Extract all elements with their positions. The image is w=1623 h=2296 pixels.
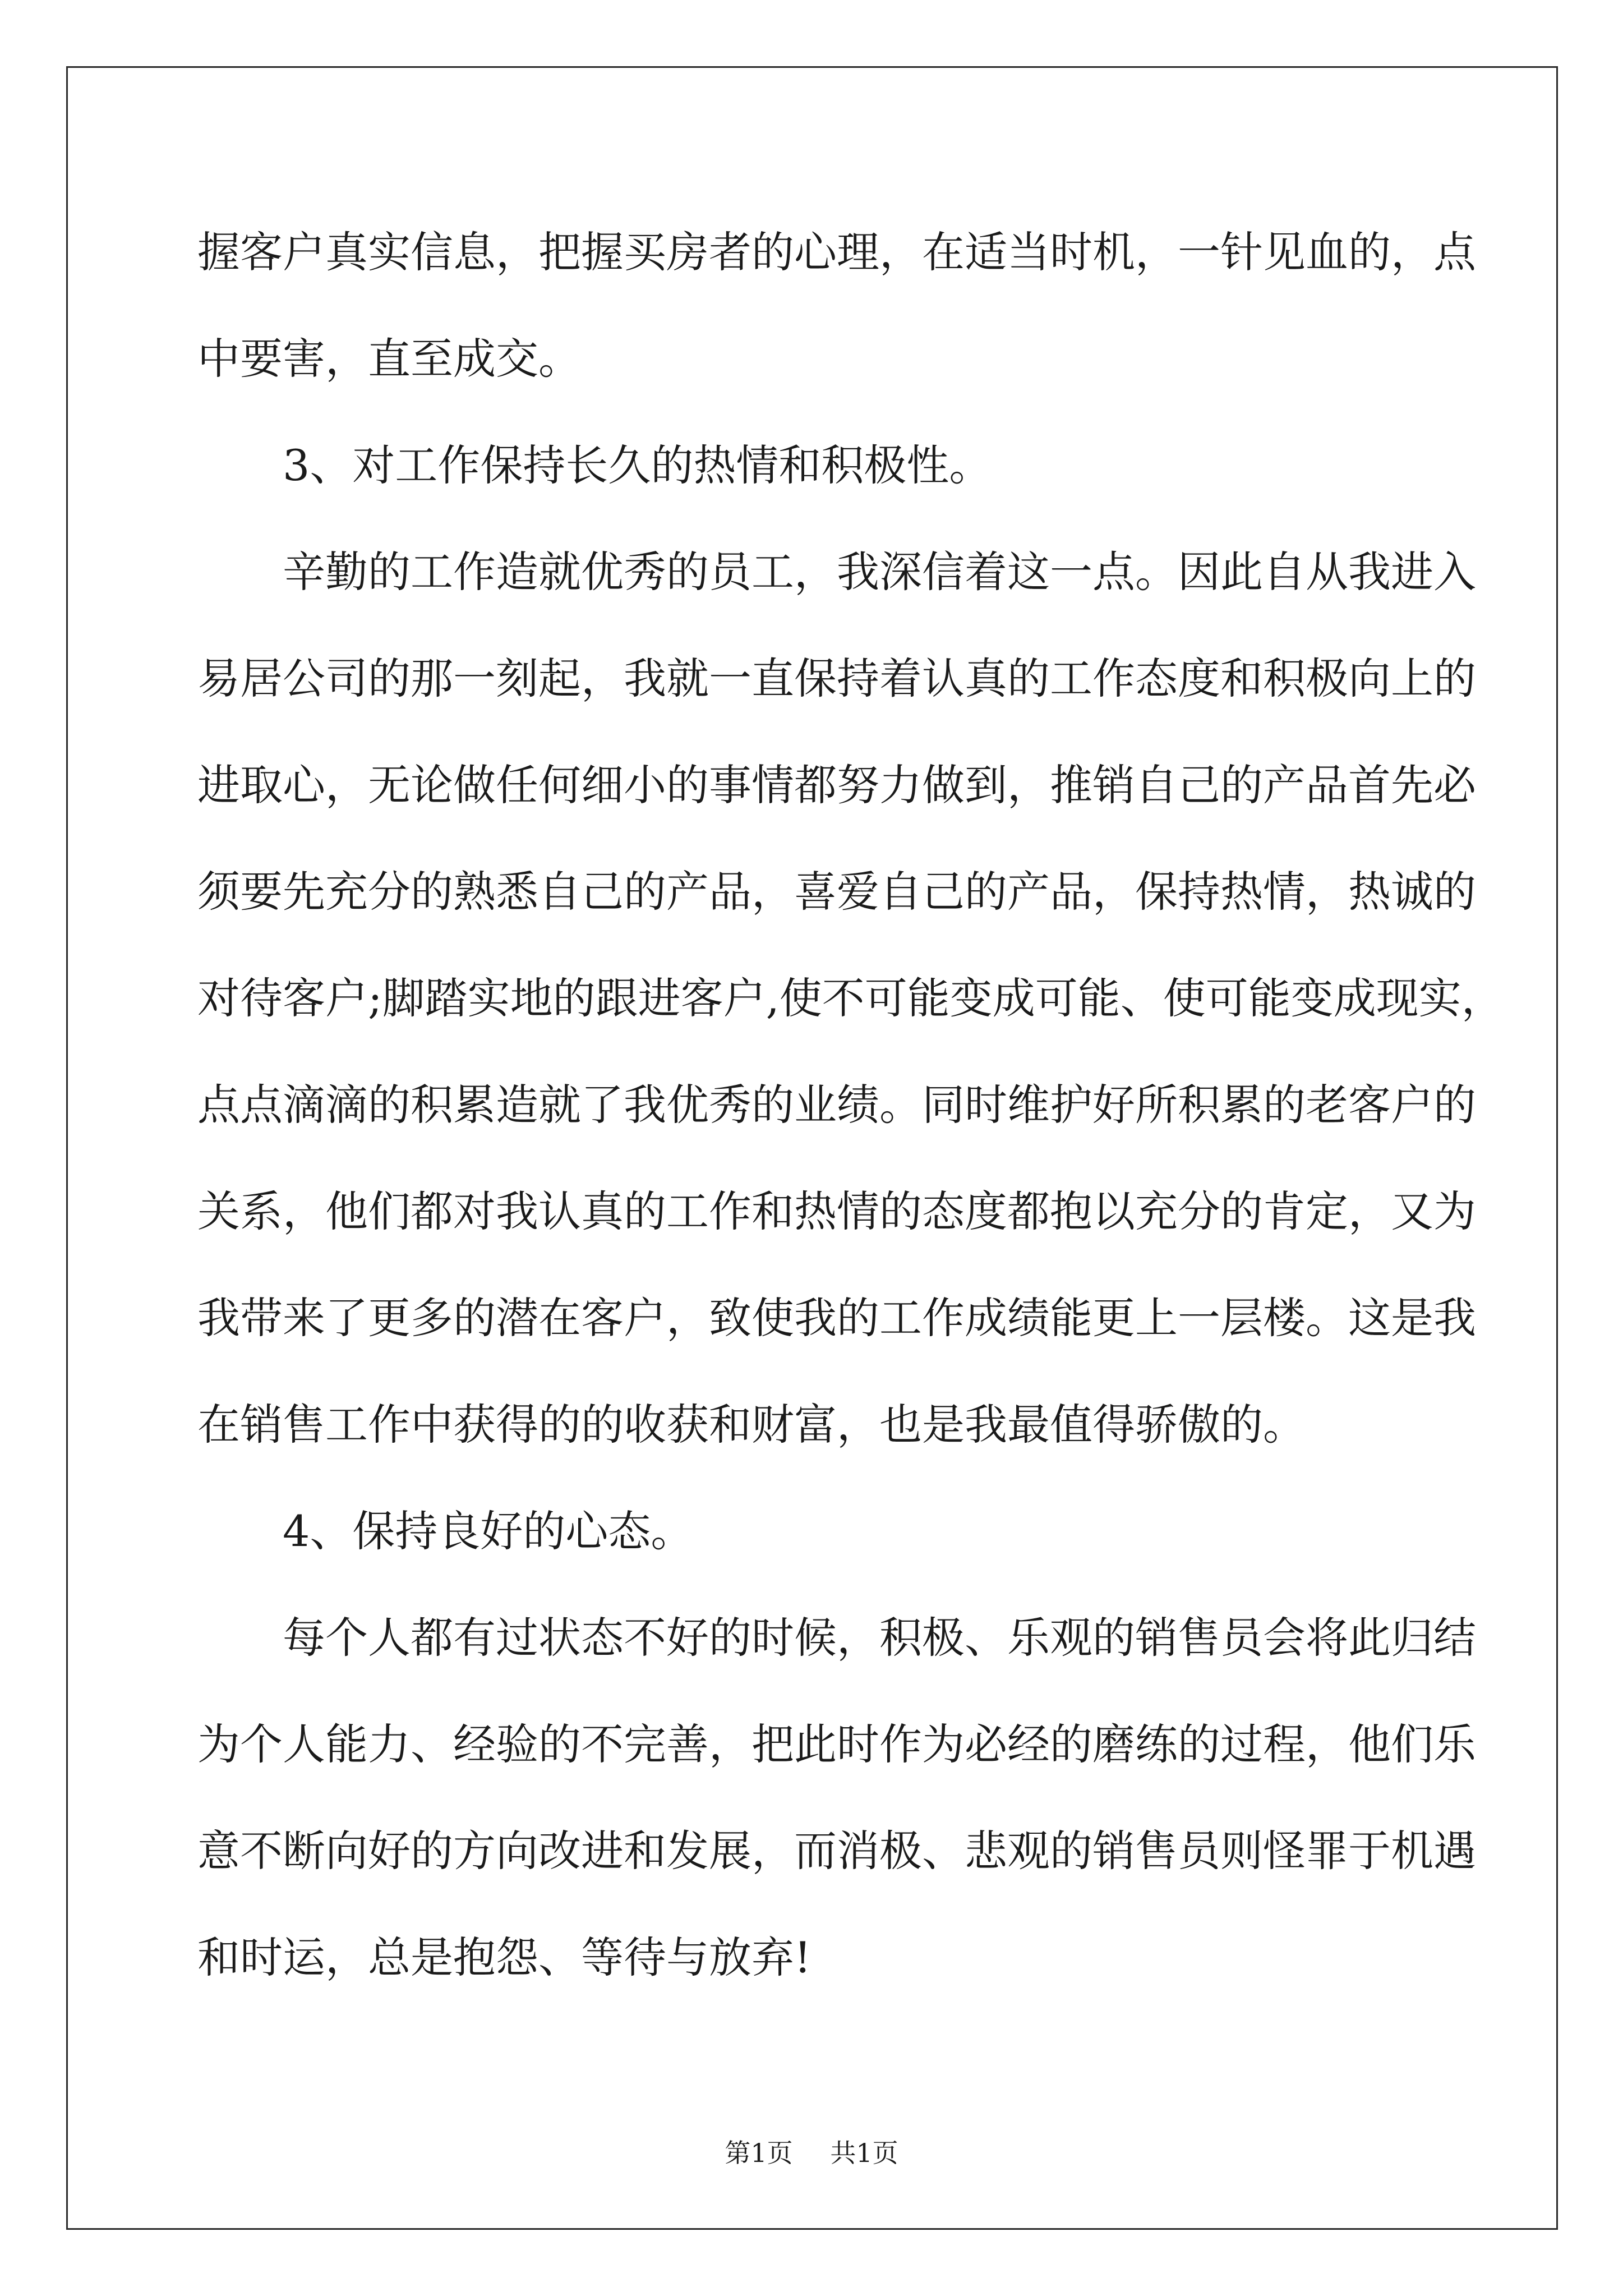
text-line: 点点滴滴的积累造就了我优秀的业绩。同时维护好所积累的老客户的: [197, 1080, 1476, 1130]
text-line: 关系，他们都对我认真的工作和热情的态度都抱以充分的肯定，又为: [197, 1186, 1476, 1236]
page-total: 共1页: [830, 2138, 898, 2168]
text-line: 为个人能力、经验的不完善，把此时作为必经的磨练的过程，他们乐: [197, 1719, 1476, 1769]
page-footer: [0, 2136, 1623, 2170]
text-line: 进取心，无论做任何细小的事情都努力做到，推销自己的产品首先必: [197, 760, 1476, 810]
paragraph-first-line: 辛勤的工作造就优秀的员工，我深信着这一点。因此自从我进入: [283, 547, 1476, 597]
section-heading: 3、对工作保持长久的热情和积极性。: [283, 440, 992, 490]
text-line: 易居公司的那一刻起，我就一直保持着认真的工作态度和积极向上的: [197, 654, 1476, 703]
page-number: 第1页: [725, 2138, 793, 2168]
text-line: 和时运，总是抱怨、等待与放弃!: [197, 1932, 811, 1982]
text-line: 握客户真实信息，把握买房者的心理，在适当时机，一针见血的，点: [197, 227, 1476, 277]
text-line: 在销售工作中获得的的收获和财富，也是我最值得骄傲的。: [197, 1400, 1306, 1450]
text-line: 中要害，直至成交。: [197, 334, 581, 384]
paragraph-first-line: 每个人都有过状态不好的时候，积极、乐观的销售员会将此归结: [283, 1613, 1476, 1663]
text-line: 我带来了更多的潜在客户，致使我的工作成绩能更上一层楼。这是我: [197, 1293, 1476, 1343]
section-heading: 4、保持良好的心态。: [283, 1506, 694, 1556]
document-body: [197, 210, 1504, 2022]
text-line: 对待客户;脚踏实地的跟进客户,使不可能变成可能、使可能变成现实，: [197, 973, 1504, 1023]
text-line: 须要先充分的熟悉自己的产品，喜爱自己的产品，保持热情，热诚的: [197, 867, 1476, 917]
text-line: 意不断向好的方向改进和发展，而消极、悲观的销售员则怪罪于机遇: [197, 1826, 1476, 1876]
